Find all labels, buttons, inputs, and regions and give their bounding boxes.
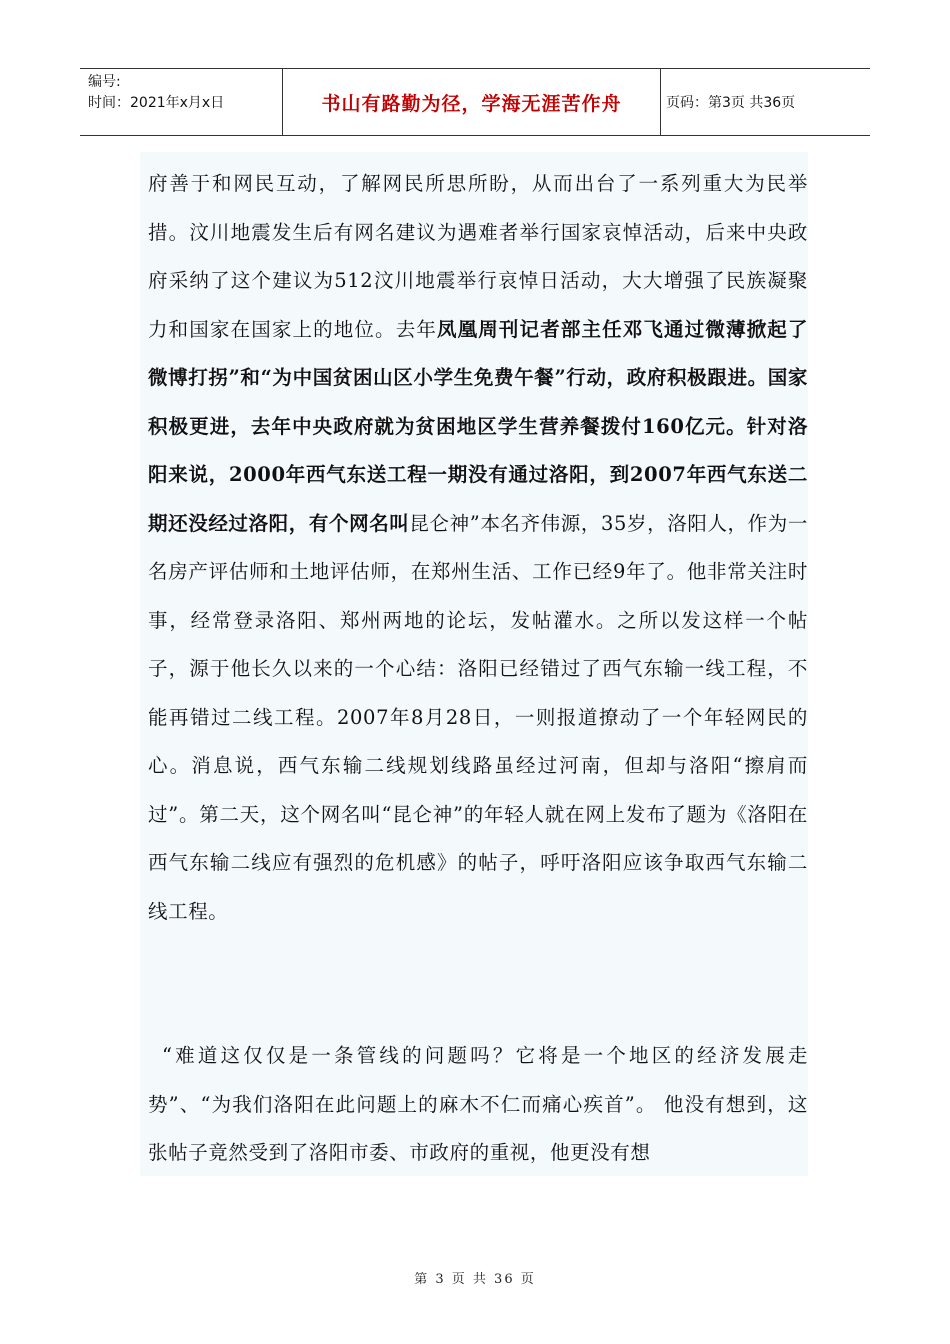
header-meta bbox=[80, 69, 280, 135]
header-motto-cell bbox=[282, 69, 661, 135]
body-paragraph-2: “难道这仅仅是一条管线的问题吗？它将是一个地区的经济发展走势”、“为我们洛阳在此问题上的麻木不仁而痛心疾首”。 他没有想到，这张帖子竟然受到了洛阳市委、市政府的重视，他更没有想 bbox=[148, 1044, 808, 1164]
paragraph-1-rest: 昆仑神”本名齐伟源，35岁，洛阳人，作为一名房产评估师和土地评估师，在郑州生活、工作已经9年了。他非常关注时事，经常登录洛阳、郑州两地的论坛，发帖灌水。之所以发这样一个帖子，源于他长久以来的一个心结：洛阳已经错过了西气东输一线工程，不能再错过二线工程。2007年8月28日，一则报道撩动了一个年轻网民的心。消息说，西气东输二线规划线路虽经过河南，但却与洛阳“擦肩而过”。第二天，这个网名叫“昆仑神”的年轻人就在网上发布了题为《洛阳在西气东输二线应有强烈的危机感》的帖子，呼吁洛阳应该争取西气东输二线工程。 bbox=[148, 511, 808, 923]
document-date-label: 时间：2021年x月x日 bbox=[88, 95, 225, 111]
paragraph-1-bold-span: 凤凰周刊记者部主任邓飞通过微薄掀起了微博打拐”和“为中国贫困山区小学生免费午餐”行动，政府积极跟进。国家积极更进，去年中央政府就为贫困地区学生营养餐拨付160亿元。针对洛阳来说，2000年西气东送工程一期没有通过洛阳，到2007年西气东送二期还没经过洛阳，有个网名叫 bbox=[148, 317, 808, 535]
header-motto: 书山有路勤为径，学海无涯苦作舟 bbox=[321, 92, 622, 115]
header-page-cell bbox=[660, 69, 870, 135]
header-page-code: 页码：第3页 共36页 bbox=[666, 95, 796, 111]
page-footer: 第 3 页 共 36 页 bbox=[414, 1272, 536, 1287]
page-header bbox=[80, 68, 870, 136]
body-paragraph-1 bbox=[148, 160, 808, 936]
document-number-label: 编号: bbox=[88, 74, 121, 90]
paragraph-1-intro: 府善于和网民互动，了解网民所思所盼，从而出台了一系列重大为民举措。汶川地震发生后有网名建议为遇难者举行国家哀悼活动，后来中央政府采纳了这个建议为512汶川地震举行哀悼日活动，大大增强了民族凝聚力和国家在国家上的地位。去年 bbox=[148, 172, 808, 341]
